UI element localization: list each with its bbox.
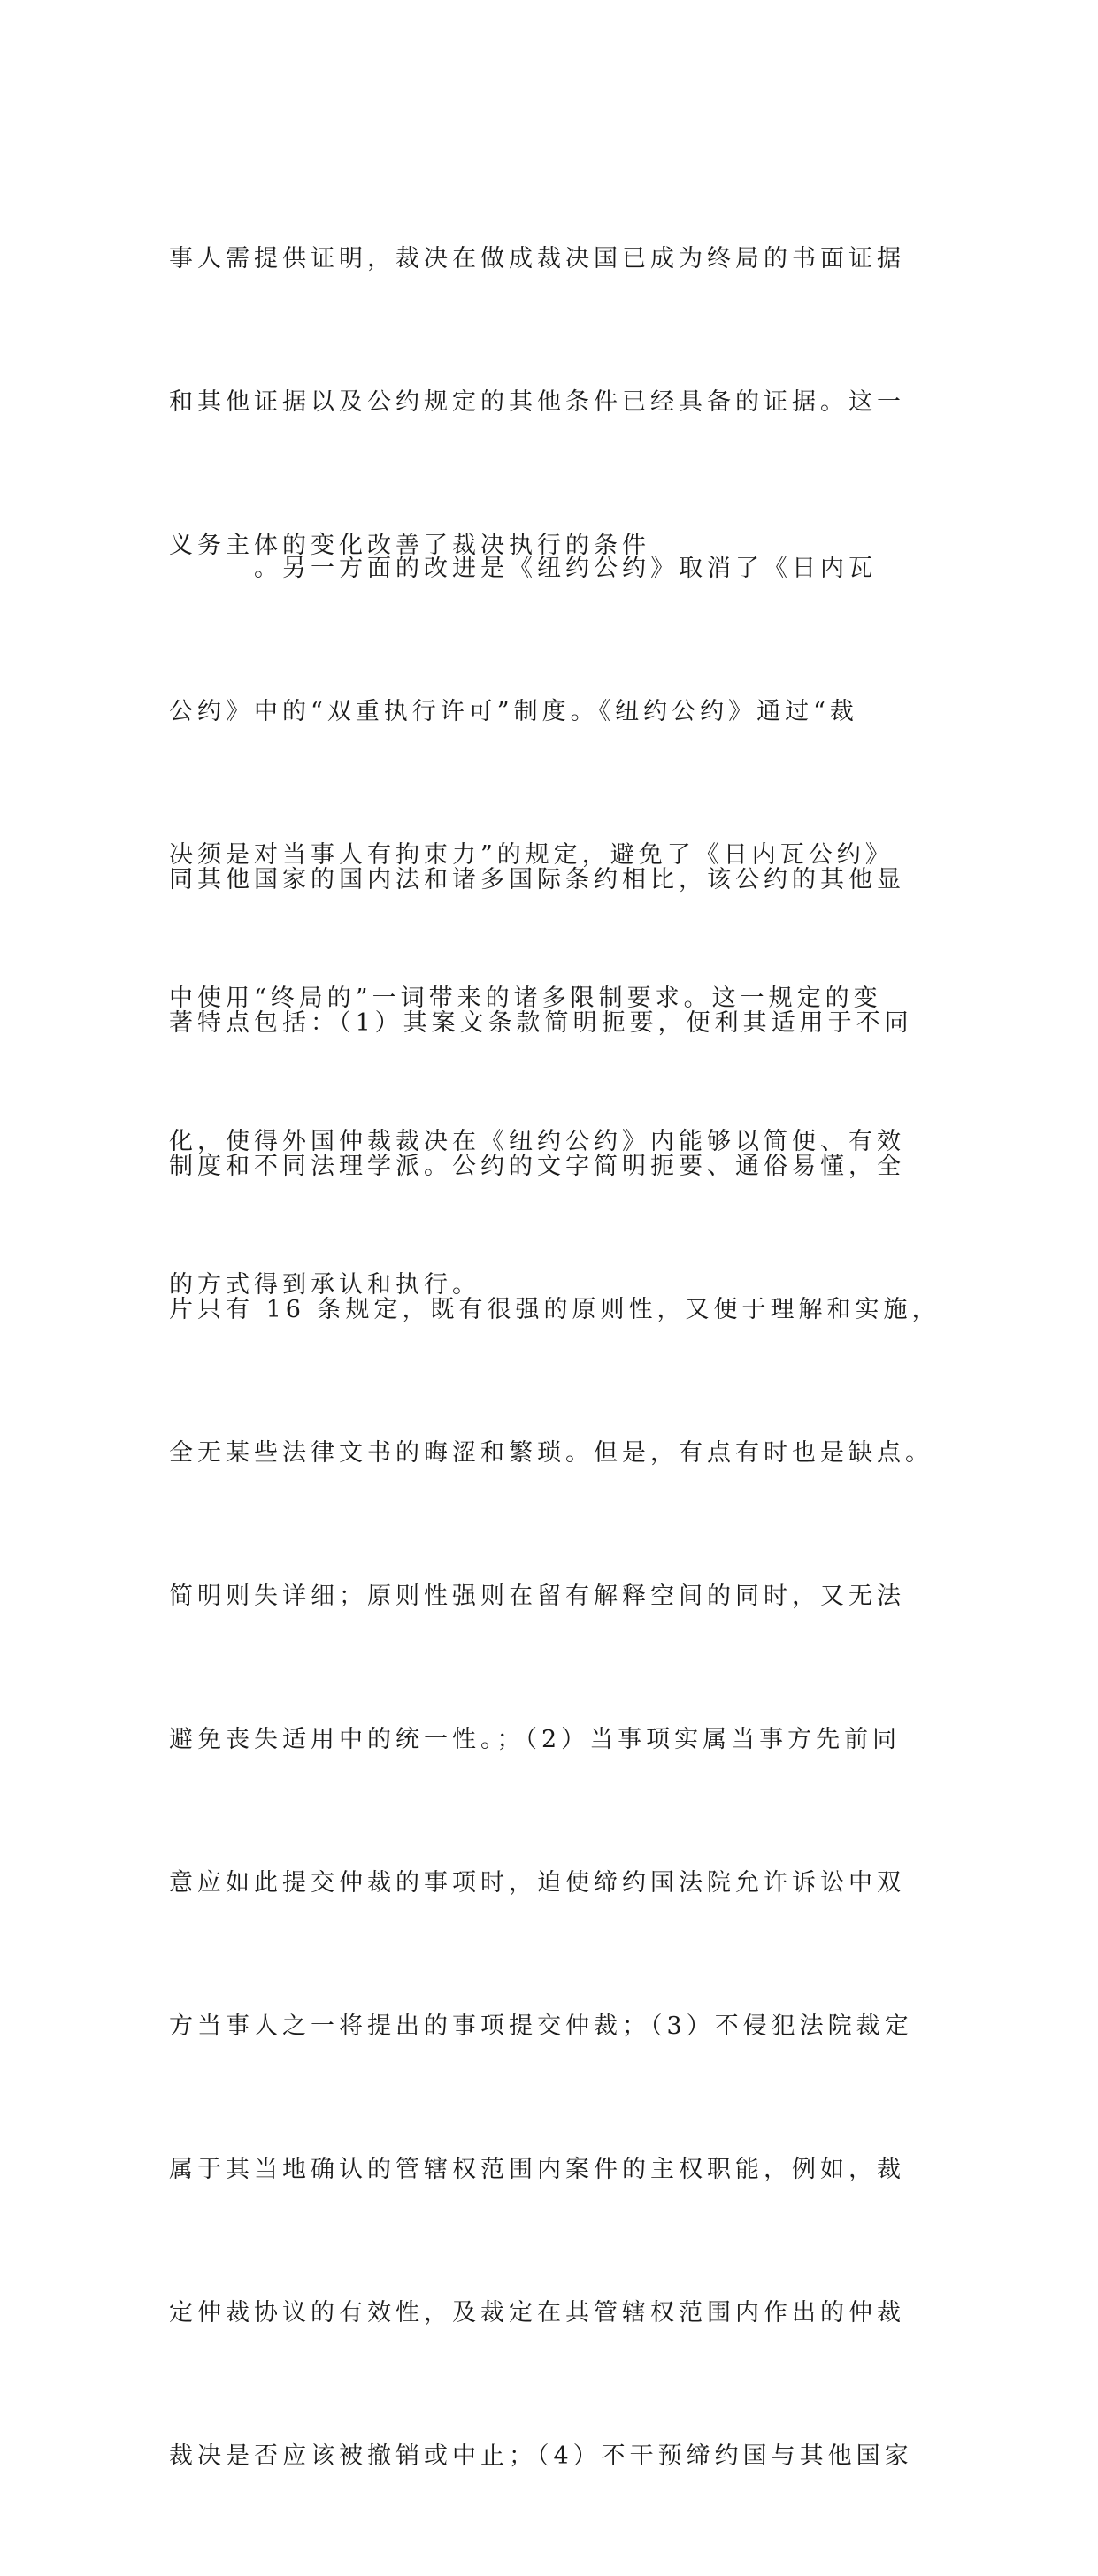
text-line: 和其他证据以及公约规定的其他条件已经具备的证据。这一 (169, 388, 905, 416)
text-line: 化，使得外国仲裁裁决在《纽约公约》内能够以简便、有效 (169, 1128, 905, 1155)
text-line: 裁决是否应该被撤销或中止；（4）不干预缔约国与其他国家 (169, 2442, 913, 2470)
paragraph-features (169, 761, 948, 2576)
text-line: 中使用“终局的”一词带来的诸多限制要求。这一规定的变 (169, 985, 882, 1012)
text-line: 全无某些法律文书的晦涩和繁琐。但是，有点有时也是缺点。 (169, 1439, 933, 1467)
text-line: 。另一方面的改进是《纽约公约》取消了《日内瓦 (254, 555, 877, 582)
text-line: 避免丧失适用中的统一性。；（2）当事项实属当事方先前同 (169, 1726, 902, 1753)
text-line: 义务主体的变化改善了裁决执行的条件 (169, 532, 650, 559)
text-line: 决须是对当事人有拘束力”的规定，避免了《日内瓦公约》 (169, 841, 894, 869)
text-line: 同其他国家的国内法和诸多国际条约相比，该公约的其他显 (169, 866, 905, 893)
text-line: 意应如此提交仲裁的事项时，迫使缔约国法院允许诉讼中双 (169, 1869, 905, 1897)
text-line: 事人需提供证明，裁决在做成裁决国已成为终局的书面证据 (169, 245, 905, 272)
text-line: 方当事人之一将提出的事项提交仲裁；（3）不侵犯法院裁定 (169, 2012, 913, 2040)
text-line: 著特点包括：（1）其案文条款简明扼要，便利其适用于不同 (169, 1009, 913, 1037)
text-line: 片只有 16 条规定，既有很强的原则性，又便于理解和实施， (169, 1296, 941, 1323)
text-line: 定仲裁协议的有效性，及裁定在其管辖权范围内作出的仲裁 (169, 2299, 905, 2327)
text-line: 的方式得到承认和执行。 (169, 1271, 480, 1299)
text-line: 属于其当地确认的管辖权范围内案件的主权职能，例如，裁 (169, 2156, 905, 2183)
text-line: 公约》中的“双重执行许可”制度。《纽约公约》通过“裁 (169, 698, 858, 725)
text-line: 简明则失详细；原则性强则在留有解释空间的同时，又无法 (169, 1583, 905, 1610)
text-line: 制度和不同法理学派。公约的文字简明扼要、通俗易懂，全 (169, 1153, 905, 1180)
